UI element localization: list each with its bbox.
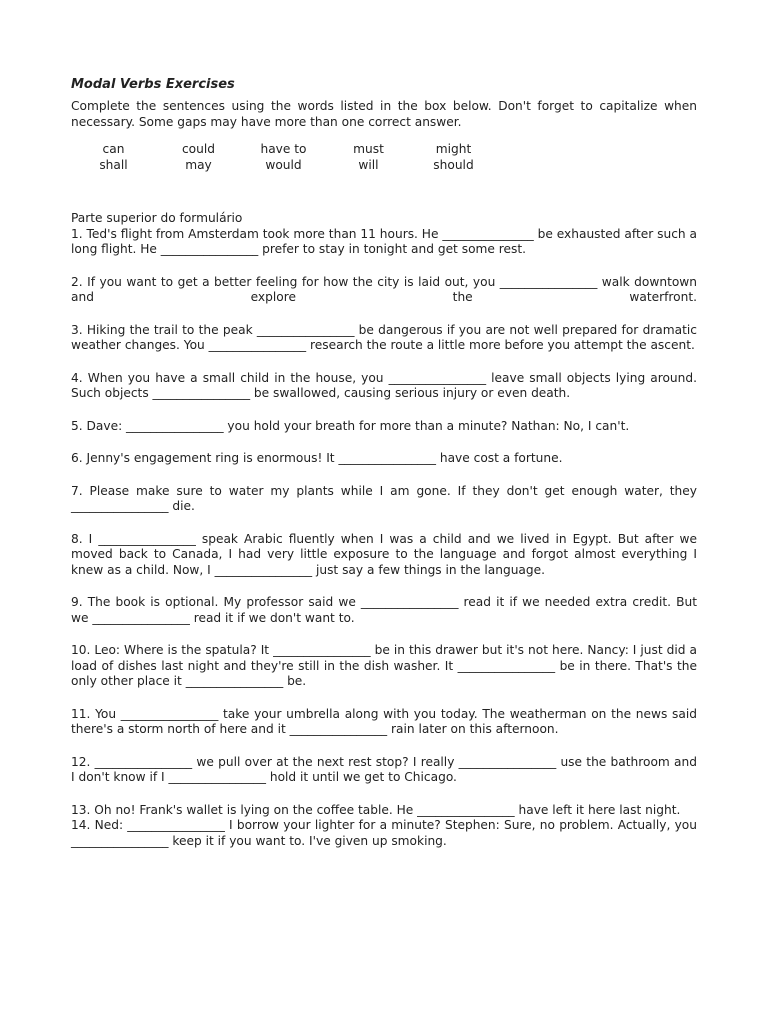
word-box-item: may xyxy=(185,157,212,172)
instructions-text: Complete the sentences using the words listed in the box below. Don't forget to capitalize when necessary. Some gaps may have more than one correct answer. xyxy=(71,99,697,129)
question-4: 4. When you have a small child in the house, you ________________ leave small objects lying around. Such objects ________________ be swallowed, causing serious injury or even death. xyxy=(71,370,697,400)
word-box-item: can xyxy=(102,142,125,156)
question-6: 6. Jenny's engagement ring is enormous! It ________________ have cost a fortune. xyxy=(71,451,563,465)
question-2: 2. If you want to get a better feeling for how the city is laid out, you ________________ walk downtown and explore the waterfront. xyxy=(71,274,697,304)
word-box-item: should xyxy=(433,157,474,172)
word-box-item: shall xyxy=(99,157,128,172)
question-8: 8. I ________________ speak Arabic fluently when I was a child and we lived in Egypt. But after we moved back to Canada, I had very little exposure to the language and forgot almost everything I knew as a child. Now, I ________________ just say a few things in the language. xyxy=(71,531,697,577)
question-10: 10. Leo: Where is the spatula? It ________________ be in this drawer but it's not here. Nancy: I just did a load of dishes last night and they're still in the dish washer. It ________________ be in there. That's the only other place it ________________ be. xyxy=(71,643,697,688)
question-13: 13. Oh no! Frank's wallet is lying on the coffee table. He ________________ have left it here last night. xyxy=(71,802,681,817)
question-11: 11. You ________________ take your umbrella along with you today. The weatherman on the news said there's a storm north of here and it ________________ rain later on this afternoon. xyxy=(71,706,697,736)
worksheet-content xyxy=(71,77,697,866)
question-5: 5. Dave: ________________ you hold your breath for more than a minute? Nathan: No, I can't. xyxy=(71,418,630,433)
word-box-item: might xyxy=(435,142,472,156)
word-box-item: would xyxy=(265,157,302,172)
word-box-item: have to xyxy=(260,142,307,156)
word-box-item: must xyxy=(353,142,384,156)
question-9: 9. The book is optional. My professor said we ________________ read it if we needed extra credit. But we ________________ read it if we don't want to. xyxy=(71,595,697,625)
word-box-item: could xyxy=(181,142,215,156)
question-12: 12. ________________ we pull over at the next rest stop? I really ________________ use the bathroom and I don't know if I ________________ hold it until we get to Chicago. xyxy=(71,754,697,784)
word-box-item: will xyxy=(358,157,379,172)
worksheet-title: Modal Verbs Exercises xyxy=(71,77,235,92)
word-box xyxy=(71,142,697,173)
question-3: 3. Hiking the trail to the peak ________________ be dangerous if you are not well prepared for dramatic weather changes. You ________________ research the route a little more before you attempt the ascent. xyxy=(71,322,697,352)
spacer xyxy=(71,173,697,211)
question-1: 1. Ted's flight from Amsterdam took more than 11 hours. He _______________ be exhausted after such a long flight. He ________________ prefer to stay in tonight and get some rest. xyxy=(71,226,697,256)
form-top-label: Parte superior do formulário xyxy=(71,211,243,225)
question-7: 7. Please make sure to water my plants while I am gone. If they don't get enough water, they ________________ die. xyxy=(71,483,697,513)
question-14: 14. Ned: ________________ I borrow your lighter for a minute? Stephen: Sure, no problem. Actually, you ________________ keep it if you want to. I've given up smoking. xyxy=(71,818,697,848)
